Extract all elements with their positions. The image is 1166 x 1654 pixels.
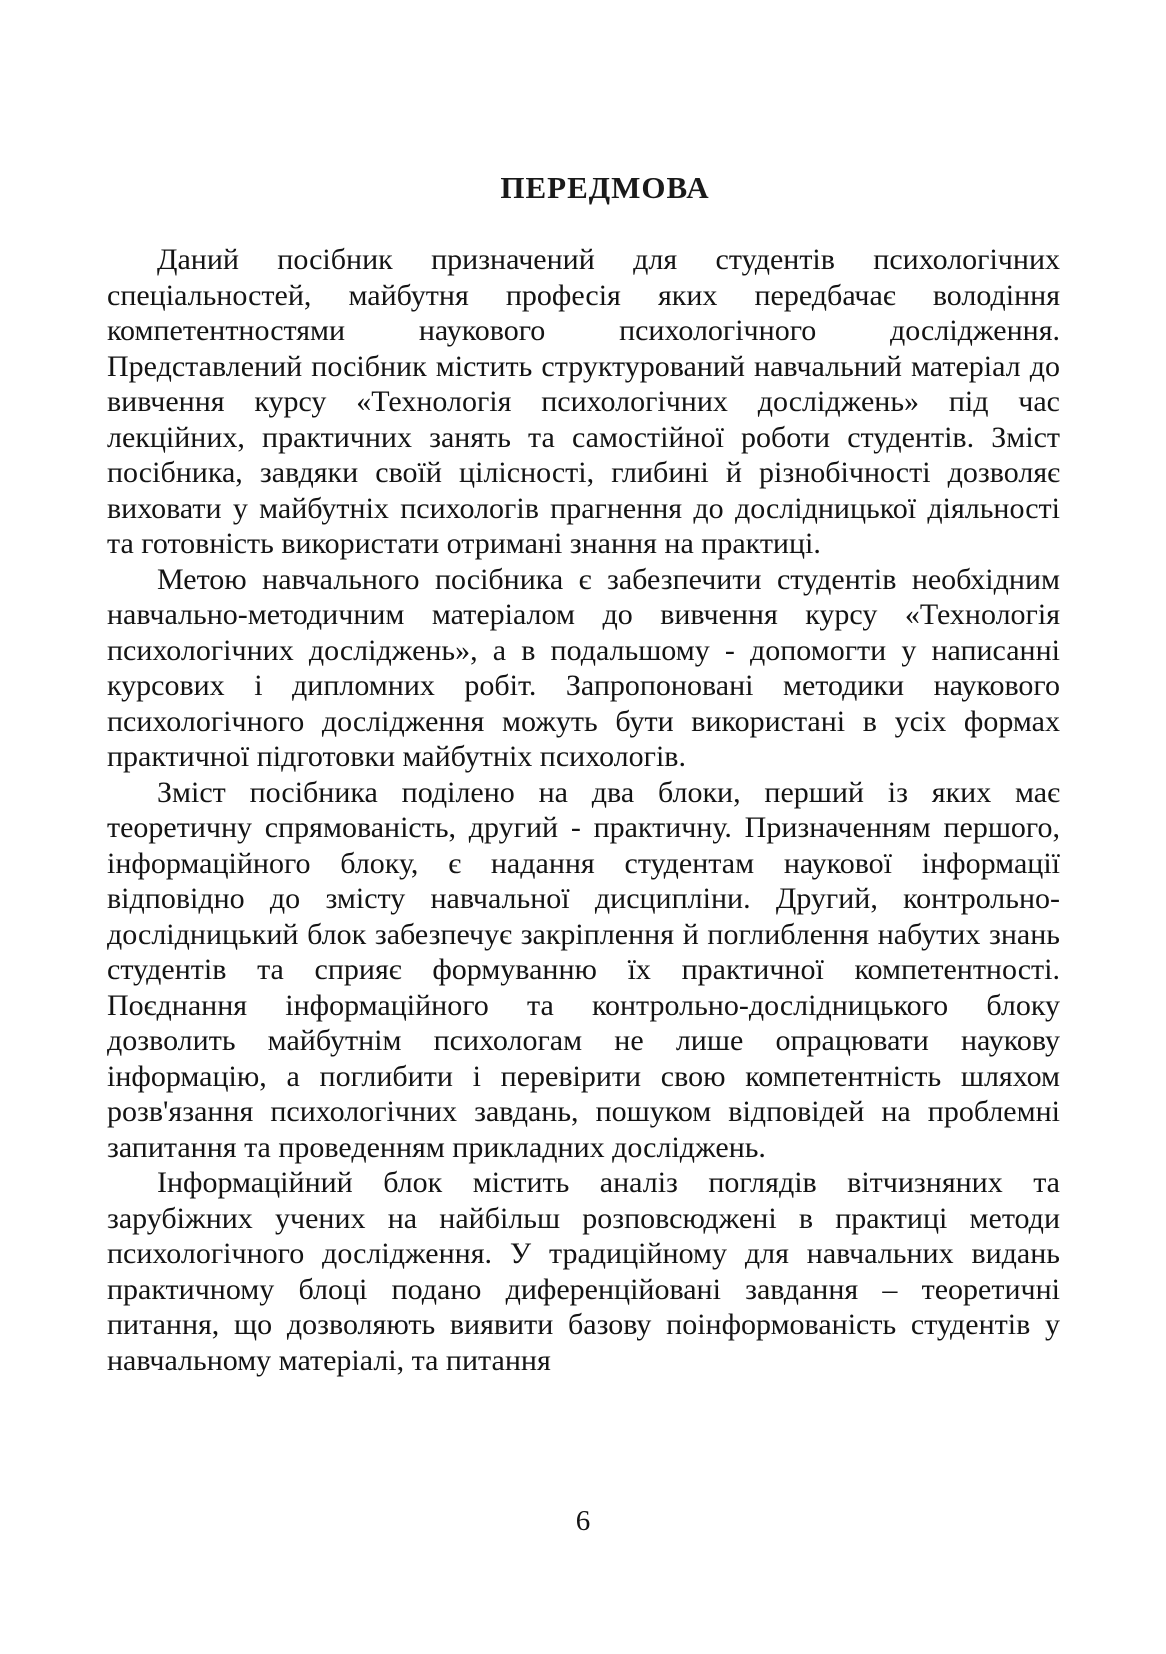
- page-title: ПЕРЕДМОВА: [500, 170, 710, 205]
- page-number: 6: [575, 1505, 591, 1537]
- document-body: [107, 242, 1060, 1378]
- paragraph-1: Даний посібник призначений для студентів психологічних спеціальностей, майбутня професія яких передбачає володіння компетентностями наукового психологічного дослідження. Представлений посібник містить структурований навчальний матеріал до вивчення курсу «Технологія психологічних досліджень» під час лекційних, практичних занять та самостійної роботи студентів. Зміст посібника, завдяки своїй цілісності, глибині й різнобічності дозволяє виховати у майбутніх психологів прагнення до дослідницької діяльності та готовність використати отримані знання на практиці.: [107, 243, 1060, 560]
- paragraph-2: Метою навчального посібника є забезпечити студентів необхідним навчально-методичним матеріалом до вивчення курсу «Технологія психологічних досліджень», а в подальшому - допомогти у написанні курсових і дипломних робіт. Запропоновані методики наукового психологічного дослідження можуть бути використані в усіх формах практичної підготовки майбутніх психологів.: [107, 562, 1060, 773]
- paragraph-4: Інформаційний блок містить аналіз поглядів вітчизняних та зарубіжних учених на найбільш розповсюджені в практиці методи психологічного дослідження. У традиційному для навчальних видань практичному блоці подано диференційовані завдання – теоретичні питання, що дозволяють виявити базову поінформованість студентів у навчальному матеріалі, та питання: [107, 1166, 1060, 1377]
- paragraph-3: Зміст посібника поділено на два блоки, перший із яких має теоретичну спрямованість, другий - практичну. Призначенням першого, інформаційного блоку, є надання студентам наукової інформації відповідно до змісту навчальної дисципліни. Другий, контрольно-дослідницький блок забезпечує закріплення й поглиблення набутих знань студентів та сприяє формуванню їх практичної компетентності. Поєднання інформаційного та контрольно-дослідницького блоку дозволить майбутнім психологам не лише опрацювати наукову інформацію, а поглибити і перевірити свою компетентність шляхом розв'язання психологічних завдань, пошуком відповідей на проблемні запитання та проведенням прикладних досліджень.: [107, 775, 1060, 1164]
